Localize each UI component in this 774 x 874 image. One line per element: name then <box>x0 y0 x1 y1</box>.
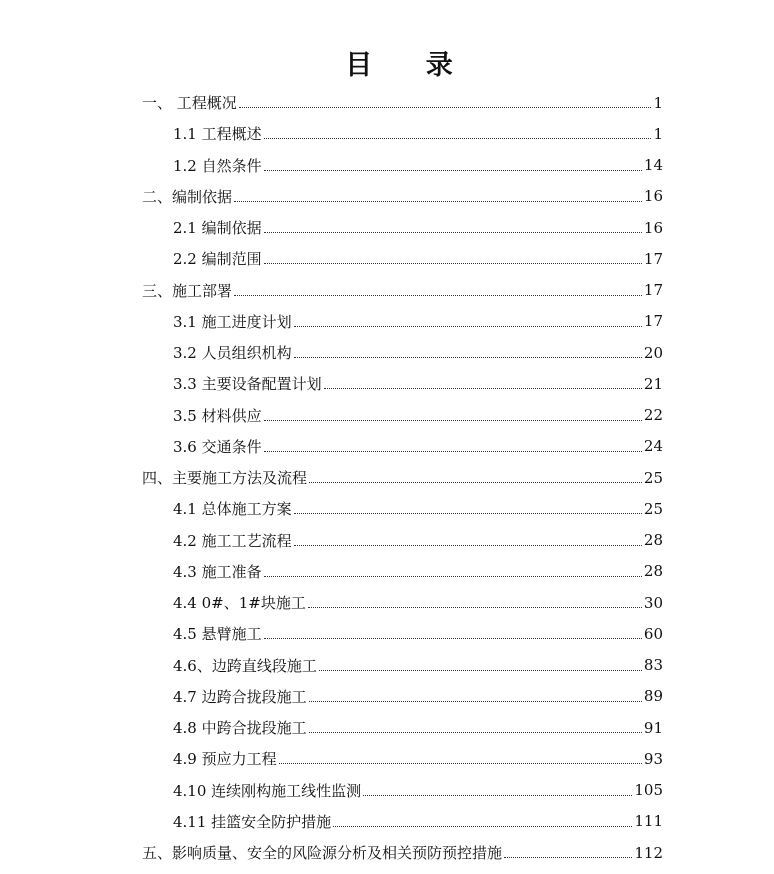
dot-leader <box>264 638 642 639</box>
dot-leader <box>319 670 642 671</box>
toc-entry-label: 4.2 施工工艺流程 <box>173 531 292 550</box>
toc-entry-page-number: 16 <box>643 218 663 237</box>
dot-leader <box>264 420 642 421</box>
toc-entry-label: 一、 工程概况 <box>142 94 237 113</box>
toc-entry-page-number: 17 <box>643 281 663 300</box>
toc-entry-label: 1.1 工程概述 <box>173 125 262 144</box>
toc-entry-label: 4.5 悬臂施工 <box>173 625 262 644</box>
toc-entry[interactable] <box>0 650 663 681</box>
toc-entry[interactable] <box>0 525 663 556</box>
toc-entry-page-number: 25 <box>643 499 663 518</box>
toc-entry[interactable] <box>0 618 663 649</box>
toc-entry[interactable] <box>0 243 663 274</box>
dot-leader <box>294 545 642 546</box>
dot-leader <box>294 513 642 514</box>
toc-entry[interactable] <box>0 556 663 587</box>
toc-entry[interactable] <box>0 400 663 431</box>
toc-entry-page-number: 111 <box>634 812 663 831</box>
toc-entry-label: 3.6 交通条件 <box>173 437 262 456</box>
toc-entry[interactable] <box>0 150 663 181</box>
toc-entry[interactable] <box>0 587 663 618</box>
toc-entry-label: 二、编制依据 <box>142 187 233 206</box>
dot-leader <box>324 388 642 389</box>
toc-entry-page-number: 17 <box>643 249 663 268</box>
dot-leader <box>264 263 642 264</box>
toc-entry-page-number: 112 <box>634 843 663 862</box>
toc-entry-page-number: 25 <box>643 468 663 487</box>
toc-entry-label: 4.3 施工准备 <box>173 562 262 581</box>
toc-list <box>0 87 774 868</box>
toc-entry-page-number: 21 <box>643 374 663 393</box>
toc-entry-page-number: 83 <box>643 656 663 675</box>
toc-entry-page-number: 17 <box>643 312 663 331</box>
dot-leader <box>308 607 642 608</box>
toc-entry-label: 三、施工部署 <box>142 281 233 300</box>
dot-leader <box>309 701 642 702</box>
toc-entry-page-number: 14 <box>643 156 663 175</box>
dot-leader <box>309 732 642 733</box>
dot-leader <box>234 295 642 296</box>
toc-entry[interactable] <box>0 712 663 743</box>
toc-entry-page-number: 93 <box>643 749 663 768</box>
toc-entry-page-number: 30 <box>643 593 663 612</box>
toc-entry[interactable] <box>0 337 663 368</box>
dot-leader <box>363 795 632 796</box>
toc-entry-page-number: 22 <box>643 406 663 425</box>
toc-entry-label: 4.11 挂篮安全防护措施 <box>173 812 332 831</box>
toc-entry-label: 2.1 编制依据 <box>173 219 262 238</box>
toc-entry-page-number: 91 <box>643 718 663 737</box>
toc-entry[interactable] <box>0 306 663 337</box>
dot-leader <box>264 451 642 452</box>
toc-entry-label: 4.7 边跨合拢段施工 <box>173 687 307 706</box>
toc-entry[interactable] <box>0 87 663 118</box>
toc-entry-page-number: 16 <box>643 187 663 206</box>
toc-entry-label: 3.2 人员组织机构 <box>173 344 292 363</box>
toc-entry[interactable] <box>0 743 663 774</box>
toc-entry-page-number: 28 <box>643 531 663 550</box>
toc-entry[interactable] <box>0 493 663 524</box>
dot-leader <box>264 232 642 233</box>
toc-entry-page-number: 24 <box>643 437 663 456</box>
toc-entry[interactable] <box>0 775 663 806</box>
toc-entry[interactable] <box>0 275 663 306</box>
dot-leader <box>294 326 642 327</box>
dot-leader <box>333 826 632 827</box>
toc-entry-label: 4.9 预应力工程 <box>173 750 277 769</box>
dot-leader <box>239 107 652 108</box>
toc-entry-label: 3.1 施工进度计划 <box>173 312 292 331</box>
toc-entry-label: 3.5 材料供应 <box>173 406 262 425</box>
toc-entry[interactable] <box>0 118 663 149</box>
dot-leader <box>504 857 632 858</box>
toc-entry-label: 五、影响质量、安全的风险源分析及相关预防预控措施 <box>142 844 503 863</box>
toc-entry[interactable] <box>0 806 663 837</box>
dot-leader <box>264 576 642 577</box>
toc-entry-label: 1.2 自然条件 <box>173 156 262 175</box>
toc-entry[interactable] <box>0 212 663 243</box>
dot-leader <box>309 482 642 483</box>
toc-entry-label: 4.4 0#、1#块施工 <box>173 594 306 613</box>
toc-entry[interactable] <box>0 368 663 399</box>
dot-leader <box>294 357 642 358</box>
toc-entry-page-number: 20 <box>643 343 663 362</box>
toc-entry-page-number: 105 <box>634 781 663 800</box>
toc-title: 目 录 <box>345 50 475 81</box>
dot-leader <box>234 201 642 202</box>
toc-entry-page-number: 28 <box>643 562 663 581</box>
dot-leader <box>264 170 642 171</box>
toc-entry-label: 4.1 总体施工方案 <box>173 500 292 519</box>
toc-entry-label: 2.2 编制范围 <box>173 250 262 269</box>
toc-entry[interactable] <box>0 431 663 462</box>
toc-entry-page-number: 89 <box>643 687 663 706</box>
toc-entry-label: 4.6、边跨直线段施工 <box>173 656 317 675</box>
toc-entry-label: 四、主要施工方法及流程 <box>142 469 308 488</box>
toc-entry-label: 4.10 连续刚构施工线性监测 <box>173 781 362 800</box>
dot-leader <box>279 763 642 764</box>
toc-entry-page-number: 60 <box>643 624 663 643</box>
toc-entry-label: 4.8 中跨合拢段施工 <box>173 719 307 738</box>
toc-entry[interactable] <box>0 181 663 212</box>
toc-entry-page-number: 1 <box>653 93 663 112</box>
toc-entry[interactable] <box>0 837 663 868</box>
toc-entry-page-number: 1 <box>653 124 663 143</box>
toc-entry[interactable] <box>0 681 663 712</box>
dot-leader <box>264 138 652 139</box>
toc-entry[interactable] <box>0 462 663 493</box>
toc-entry-label: 3.3 主要设备配置计划 <box>173 375 322 394</box>
